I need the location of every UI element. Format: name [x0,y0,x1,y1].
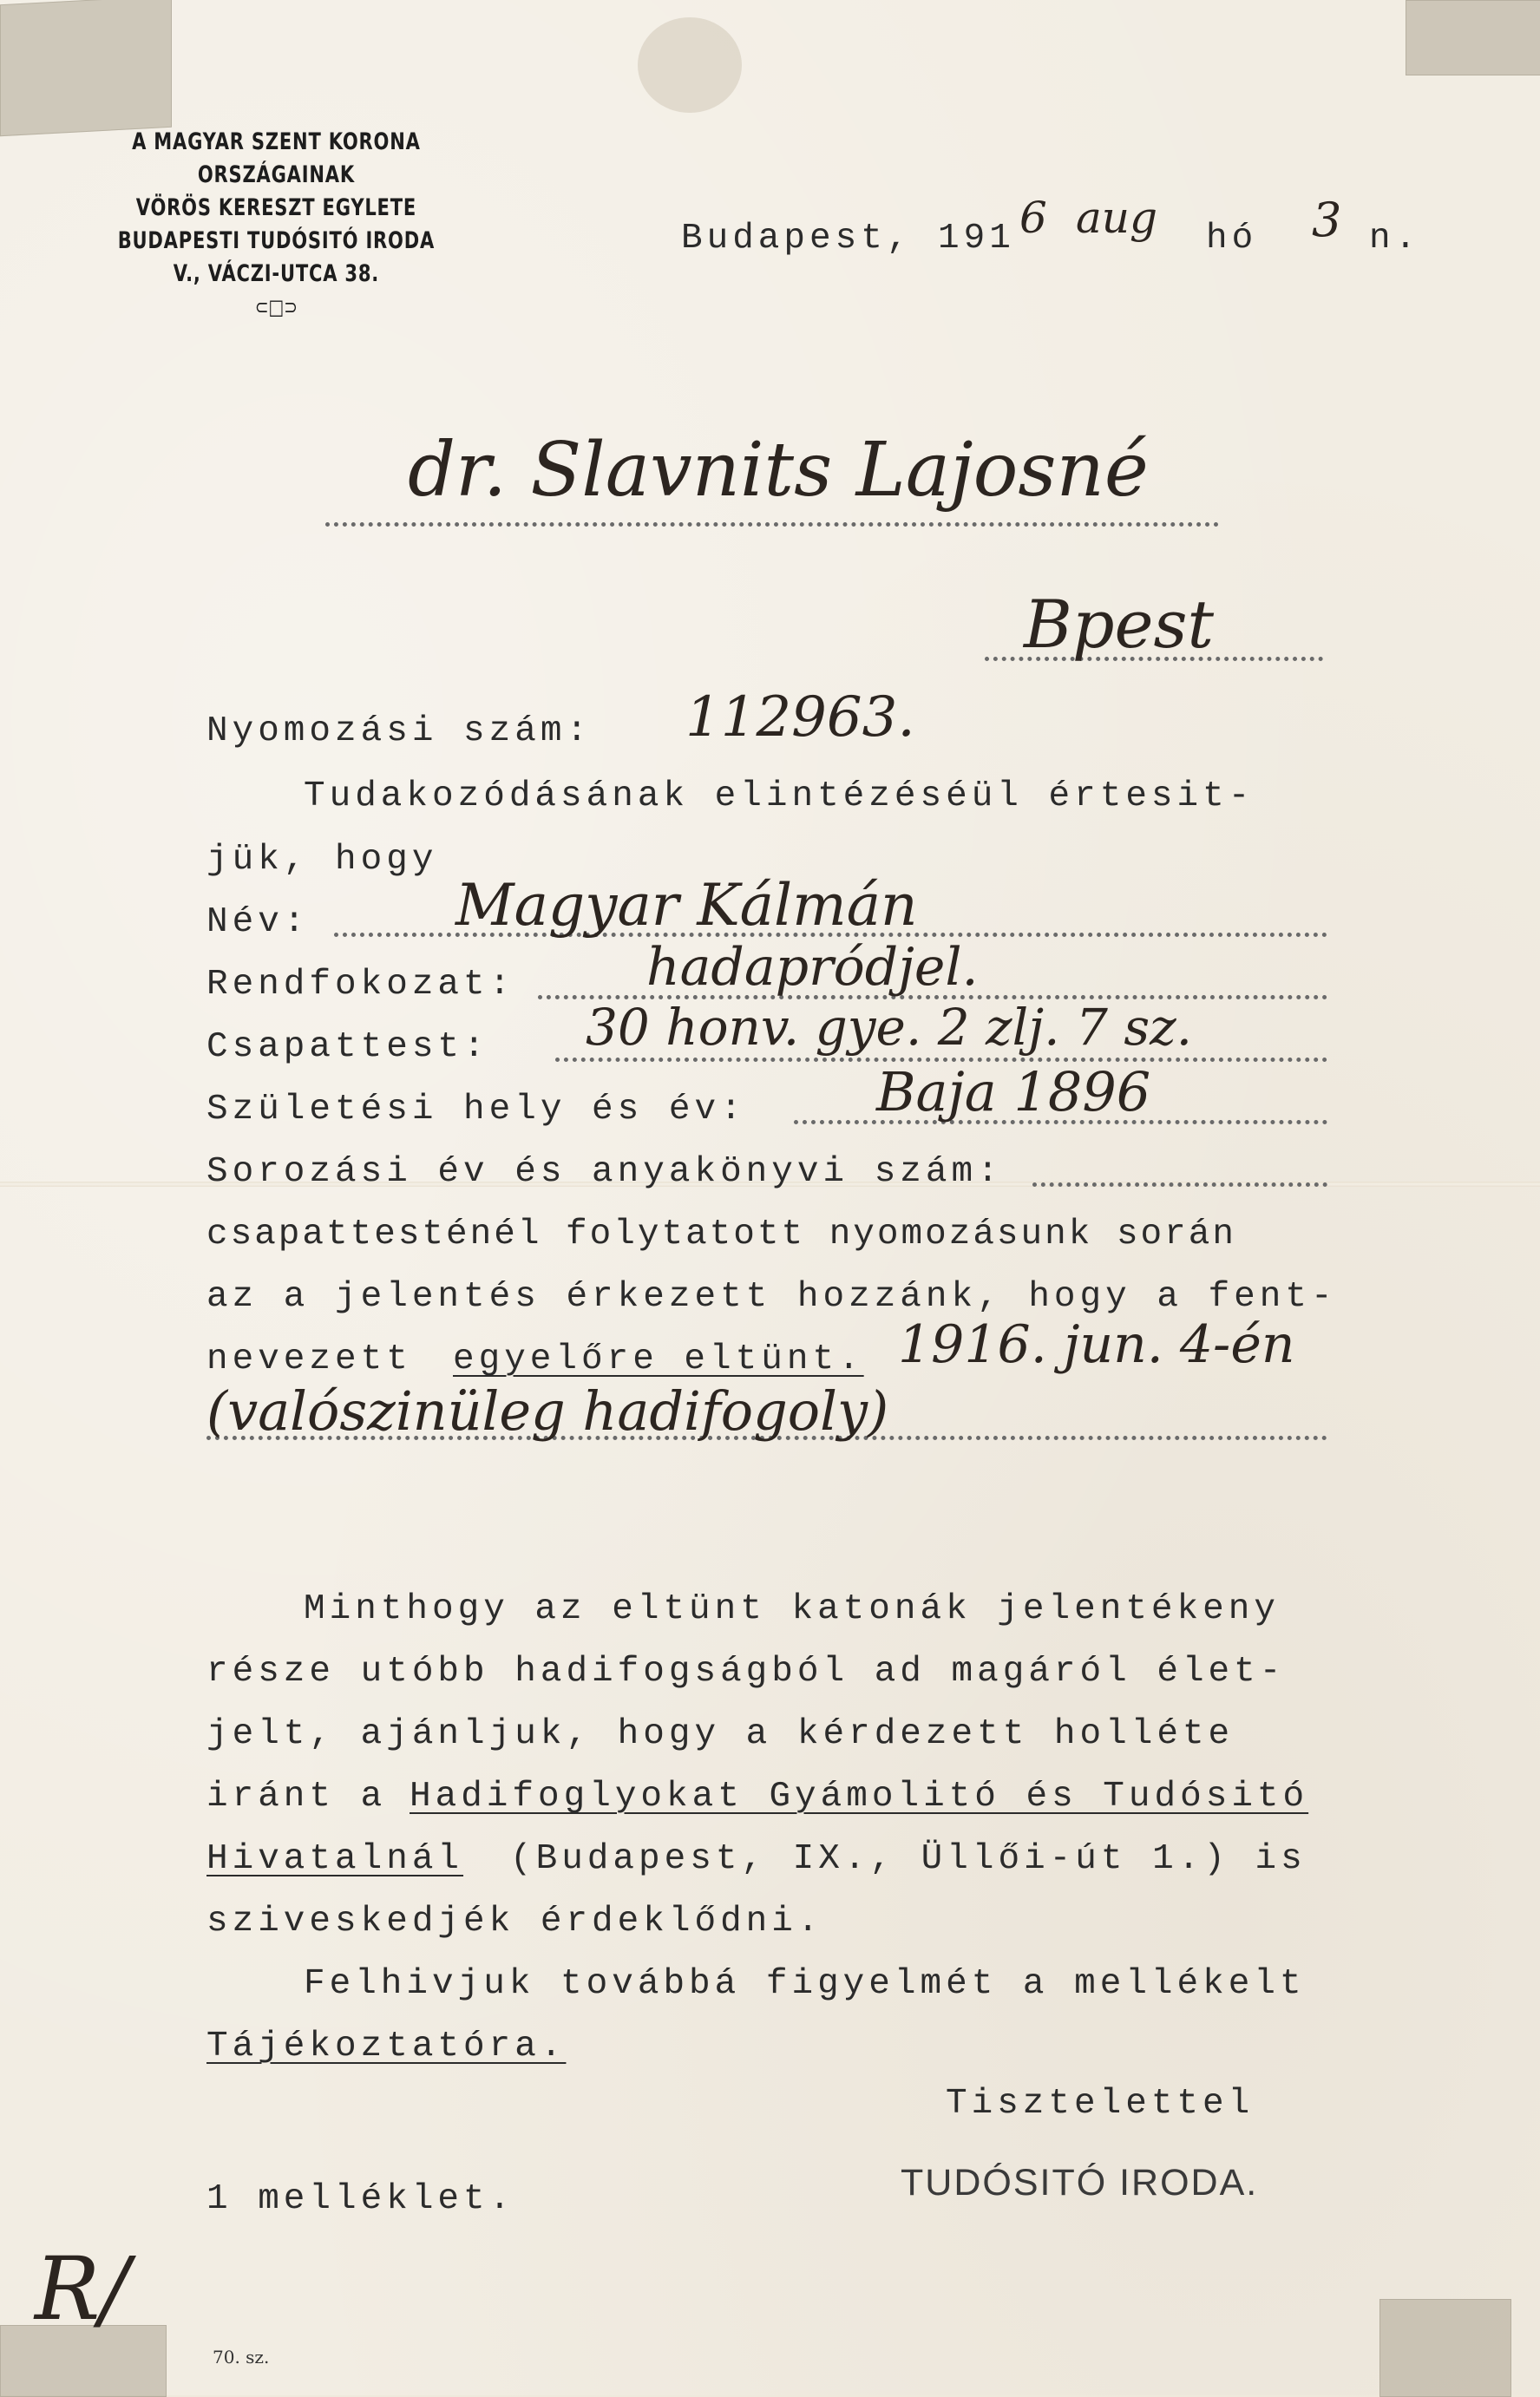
form-number: 70. sz. [213,2347,270,2368]
advice-line-5-rest: (Budapest, IX., Üllői-út 1.) is [510,1839,1307,1879]
paper-stain [638,17,742,113]
advice-line-4-underlined: Hadifoglyokat Gyámolitó és Tudósitó [410,1777,1309,1817]
letterhead-line-3: BUDAPESTI TUDÓSITÓ IRODA [117,227,436,254]
body-line-2: az a jelentés érkezett hozzánk, hogy a fent- [206,1277,1337,1317]
date-year-digit: 6 [1019,193,1047,243]
advice-line-7: Felhivjuk továbbá figyelmét a mellékelt [304,1964,1306,2004]
date-day: 3 [1312,193,1342,247]
letterhead-ornament-icon: ⊂□⊃ [254,295,298,319]
sorozasi-dotted-line [1032,1182,1327,1187]
nev-value: Magyar Kálmán [455,872,918,939]
letterhead-line-1: A MAGYAR SZENT KORONA ORSZÁGAINAK [132,128,421,188]
intro-line-1: Tudakozódásának elintézéséül értesit- [304,776,1255,816]
body-line-1: csapattesténél folytatott nyomozásunk során [206,1215,1236,1254]
advice-line-3: jelt, ajánljuk, hogy a kérdezett holléte [206,1714,1235,1754]
body-line-4-handwritten: (valószinüleg hadifogoly) [206,1379,889,1443]
csapattest-value: 30 honv. gye. 2 zlj. 7 sz. [586,998,1193,1057]
inquiry-label: Nyomozási szám: [206,711,593,751]
advice-line-6: sziveskedjék érdeklődni. [206,1902,823,1942]
closing-greeting: Tisztelettel [946,2084,1255,2124]
csapattest-label: Csapattest: [206,1027,489,1067]
tape-top-right [1406,0,1540,75]
addressee-name: dr. Slavnits Lajosné [408,427,1149,514]
date-n: n. [1369,219,1421,259]
rendfokozat-label: Rendfokozat: [206,965,515,1005]
advice-line-8: Tájékoztatóra. [206,2027,567,2066]
body-line-3-typed: egyelőre eltünt. [453,1339,864,1379]
tape-top-left [0,0,172,136]
nev-label: Név: [206,902,310,942]
addressee-dotted-line [325,522,1219,527]
letterhead-line-4: V., VÁCZI-UTCA 38. [173,260,380,287]
advice-line-1: Minthogy az eltünt katonák jelentékeny [304,1589,1280,1629]
attachment-note: 1 melléklet. [206,2179,515,2219]
inquiry-number: 112963. [685,685,915,750]
letterhead [87,126,466,324]
szuletesi-label: Születési hely és év: [206,1090,746,1130]
date-month: aug [1076,193,1158,243]
advice-line-5-underlined: Hivatalnál [206,1839,464,1879]
body-line-3-handwritten: 1916. jun. 4-én [898,1314,1295,1375]
tape-bottom-right [1379,2299,1511,2397]
date-place: Budapest, 191 [681,219,1015,259]
letterhead-line-2: VÖRÖS KERESZT EGYLETE [135,194,417,221]
handwritten-initial: R/ [35,2238,129,2340]
rendfokozat-value: hadapródjel. [646,937,979,998]
addressee-city: Bpest [1024,586,1215,663]
closing-signature: TUDÓSITÓ IRODA. [901,2162,1259,2204]
intro-line-2: jük, hogy [206,840,438,880]
advice-line-4-prefix: iránt a [206,1777,387,1817]
advice-line-2: része utóbb hadifogságból ad magáról élet- [206,1652,1286,1692]
body-line-3-prefix: nevezett [206,1339,412,1379]
date-ho: hó [1206,219,1258,259]
sorozasi-label: Sorozási év és anyakönyvi szám: [206,1152,1003,1192]
szuletesi-value: Baja 1896 [876,1060,1151,1123]
